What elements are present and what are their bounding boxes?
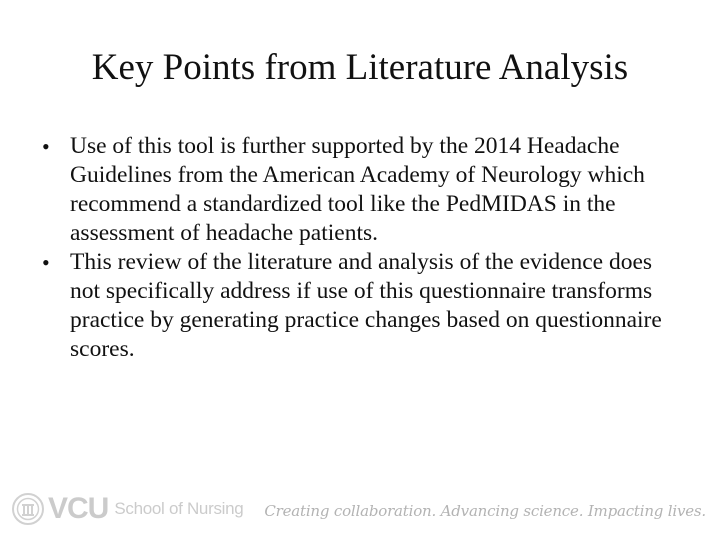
school-name: School of Nursing xyxy=(114,499,244,518)
bullet-text: Use of this tool is further supported by the 2014 Headache Guidelines from the American Academy of Neurology which recommend a standardized tool like the PedMIDAS in the assessment of headache patients. xyxy=(70,133,645,246)
bullet-item xyxy=(42,248,682,364)
vcu-seal-icon xyxy=(12,493,44,525)
slide-title: Key Points from Literature Analysis xyxy=(91,47,629,88)
vcu-school-of-nursing-logo xyxy=(12,492,243,526)
bullet-marker: • xyxy=(42,134,50,159)
vcu-logo-text: VCU xyxy=(48,492,109,525)
bullet-list xyxy=(42,132,682,364)
slide-footer xyxy=(0,488,720,540)
bullet-text: This review of the literature and analysis of the evidence does not specifically address if use of this questionnaire transforms practice by generating practice changes based on questionnaire scores. xyxy=(70,249,662,362)
bullet-item xyxy=(42,132,682,248)
footer-tagline: Creating collaboration. Advancing science. Impacting lives. xyxy=(264,502,706,520)
bullet-marker: • xyxy=(42,250,50,275)
